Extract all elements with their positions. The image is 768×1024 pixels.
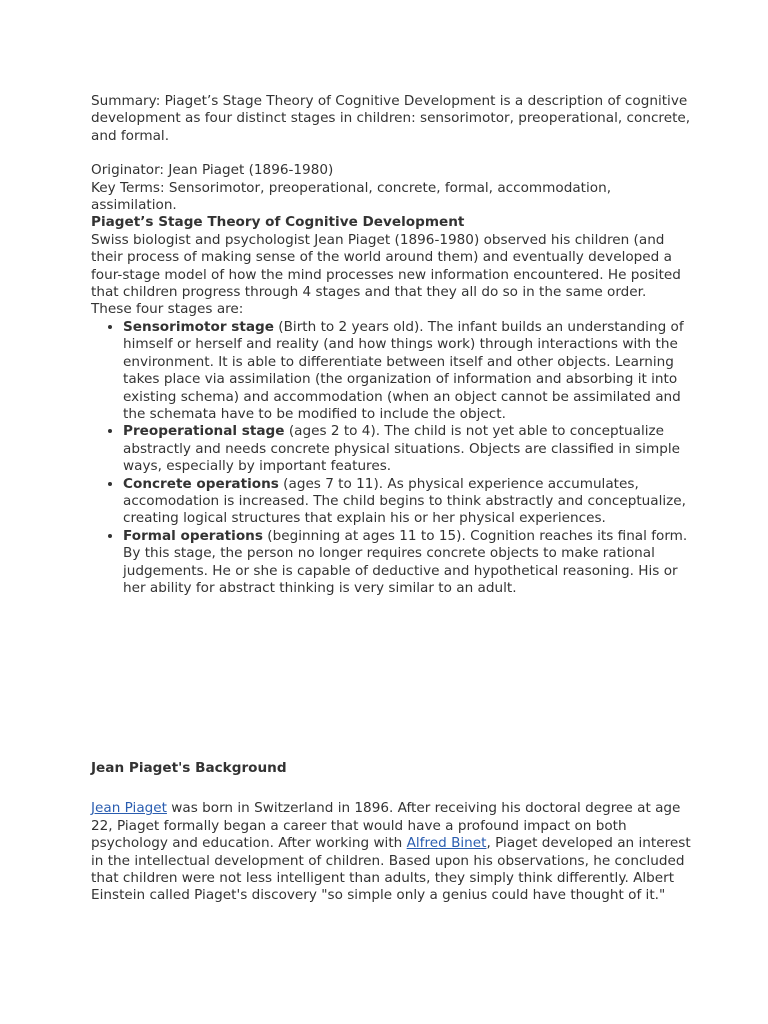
stage-name: Preoperational stage [123,423,285,440]
list-item [123,423,691,475]
originator-text: Jean Piaget (1896-1980) [164,162,334,179]
jean-piaget-link[interactable]: Jean Piaget [91,800,167,817]
background-section [91,760,691,905]
stage-description: (Birth to 2 years old). The infant builds an understanding of himself or herself and reality (and how things work) through interactions with the environment. It is able to differentiate between itself and other objects. Learning takes place via assimilation (the organization of information and absorbing it into existing schema) and accommodation (when an object cannot be assimilated and the schemata have to be modified to include the object. [123,318,684,422]
intro-paragraph: Swiss biologist and psychologist Jean Piaget (1896-1980) observed his children (and their process of making sense of the world around them) and eventually developed a four-stage model of how the mind processes new information encountered. He posited that children progress through 4 stages and that they all do so in the same order. These four stages are: [91,231,681,318]
stage-name: Sensorimotor stage [123,318,274,335]
key-terms-label: Key Terms: [91,179,165,196]
background-text-2: , Piaget developed an interest in the intellectual development of children. Based upon his observations, he concluded that children were not less intelligent than adults, they simply think differently. Albert Einstein called Piaget's discovery "so simple only a genius could have thought of it." [91,835,691,904]
list-item [123,476,691,528]
background-text-1: was born in Switzerland in 1896. After receiving his doctoral degree at age 22, Piaget formally began a career that would have a profound impact on both psychology and education. After working with [91,800,681,852]
key-terms-text: Sensorimotor, preoperational, concrete, formal, accommodation, assimilation. [91,179,612,214]
alfred-binet-link[interactable]: Alfred Binet [406,835,487,852]
stage-description: (ages 7 to 11). As physical experience accumulates, accomodation is increased. The child begins to think abstractly and conceptualize, creating logical structures that explain his or her physical experiences. [123,475,686,527]
list-item [123,319,691,423]
background-heading: Jean Piaget's Background [91,760,287,776]
stage-name: Formal operations [123,527,263,544]
summary-paragraph [91,93,691,145]
background-paragraph [91,800,691,904]
stage-description: (beginning at ages 11 to 15). Cognition reaches its final form. By this stage, the person no longer requires concrete objects to make rational judgements. He or she is capable of deductive and hypothetical reasoning. His or her ability for abstract thinking is very similar to an adult. [123,527,688,596]
summary-text: Piaget’s Stage Theory of Cognitive Development is a description of cognitive development as four distinct stages in children: sensorimotor, preoperational, concrete, and formal. [91,93,691,144]
key-terms-line [91,180,691,215]
stage-name: Concrete operations [123,475,279,492]
spacer [91,145,691,162]
list-item [123,528,691,598]
stages-list [91,319,691,598]
stage-description: (ages 2 to 4). The child is not yet able to conceptualize abstractly and needs concrete physical situations. Objects are classified in simple ways, especially by important features. [123,423,680,475]
section-title: Piaget’s Stage Theory of Cognitive Development [91,214,465,231]
document-body [91,93,691,597]
summary-label: Summary: [91,93,161,109]
originator-label: Originator: [91,162,164,179]
originator-line [91,162,691,179]
